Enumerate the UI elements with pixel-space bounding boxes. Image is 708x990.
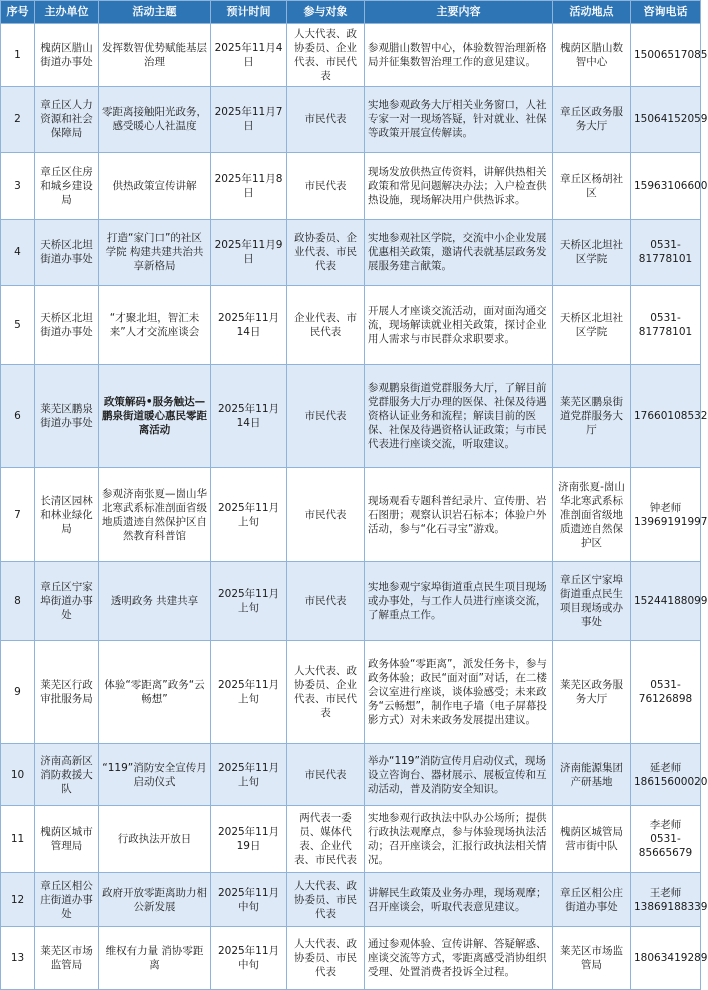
row-no: 6 <box>1 364 35 467</box>
row-content: 讲解民生政策及业务办理，现场观摩；召开座谈会，听取代表意见建议。 <box>365 872 553 926</box>
row-location: 济南张夏-崮山华北寒武系标准剖面省级地质遗迹自然保护区 <box>553 467 631 562</box>
table-row <box>1 467 701 562</box>
row-content: 开展人才座谈交流活动，面对面沟通交流，现场解读就业相关政策，探讨企业用人需求与市民群众求职要求。 <box>365 286 553 365</box>
header-phone: 咨询电话 <box>631 1 701 24</box>
row-time: 2025年11月4日 <box>211 24 287 87</box>
row-content: 现场发放供热宣传资料，讲解供热相关政策和常见问题解决办法；入户检查供热设施，现场解决用户供热诉求。 <box>365 153 553 220</box>
row-phone <box>631 562 708 641</box>
phone-number: 0531-85665679 <box>638 833 693 860</box>
phone-number: 0531-76126898 <box>638 678 693 705</box>
row-organizer: 莱芜区鹏泉街道办事处 <box>35 364 99 467</box>
table-row <box>1 743 701 806</box>
table-row <box>1 806 701 873</box>
row-no: 11 <box>1 806 35 873</box>
row-organizer: 天桥区北坦街道办事处 <box>35 286 99 365</box>
row-location: 天桥区北坦社区学院 <box>553 286 631 365</box>
table-row <box>1 24 701 87</box>
row-participants: 市民代表 <box>287 364 365 467</box>
row-organizer: 章丘区宁家埠街道办事处 <box>35 562 99 641</box>
row-theme: “119”消防安全宣传月启动仪式 <box>99 743 211 806</box>
table-row <box>1 219 701 286</box>
row-time: 2025年11月7日 <box>211 86 287 153</box>
row-no: 3 <box>1 153 35 220</box>
row-participants: 人大代表、政协委员、企业代表、市民代表 <box>287 641 365 744</box>
contact-name: 延老师 <box>649 761 682 774</box>
row-organizer: 章丘区住房和城乡建设局 <box>35 153 99 220</box>
row-phone <box>631 24 708 87</box>
row-participants: 两代表一委员、媒体代表、企业代表、市民代表 <box>287 806 365 873</box>
row-theme: 政府开放零距离助力相公新发展 <box>99 872 211 926</box>
row-participants: 人大代表、政协委员、市民代表 <box>287 872 365 926</box>
row-no: 13 <box>1 927 35 990</box>
row-location: 章丘区宁家埠街道重点民生项目现场或办事处 <box>553 562 631 641</box>
header-time: 预计时间 <box>211 1 287 24</box>
row-time: 2025年11月上旬 <box>211 467 287 562</box>
row-phone <box>631 927 708 990</box>
table-row <box>1 562 701 641</box>
row-time: 2025年11月19日 <box>211 806 287 873</box>
row-participants: 企业代表、市民代表 <box>287 286 365 365</box>
row-time: 2025年11月14日 <box>211 286 287 365</box>
row-theme: 政策解码•服务触达—鹏泉街道暖心惠民零距离活动 <box>99 364 211 467</box>
table-row <box>1 86 701 153</box>
row-time: 2025年11月中旬 <box>211 927 287 990</box>
row-content: 实地参观行政执法中队办公场所；提供行政执法观摩点，参与体验现场执法活动；召开座谈会，汇报行政执法相关情况。 <box>365 806 553 873</box>
phone-number: 15963106600 <box>634 179 708 192</box>
row-organizer: 济南高新区消防救援大队 <box>35 743 99 806</box>
contact-name: 王老师 <box>649 886 682 899</box>
row-location: 槐荫区城管局营市街中队 <box>553 806 631 873</box>
row-participants: 市民代表 <box>287 562 365 641</box>
header-theme: 活动主题 <box>99 1 211 24</box>
row-phone <box>631 364 708 467</box>
row-location: 章丘区杨胡社区 <box>553 153 631 220</box>
row-participants: 市民代表 <box>287 153 365 220</box>
row-organizer: 莱芜区市场监管局 <box>35 927 99 990</box>
row-no: 5 <box>1 286 35 365</box>
row-time: 2025年11月上旬 <box>211 562 287 641</box>
row-time: 2025年11月14日 <box>211 364 287 467</box>
row-location: 天桥区北坦社区学院 <box>553 219 631 286</box>
table-row <box>1 364 701 467</box>
contact-name: 李老师 <box>649 819 682 832</box>
phone-number: 15064152059 <box>634 113 708 126</box>
row-no: 1 <box>1 24 35 87</box>
phone-number: 15006517085 <box>634 48 708 61</box>
row-phone <box>631 872 708 926</box>
row-no: 12 <box>1 872 35 926</box>
row-phone <box>631 743 708 806</box>
row-time: 2025年11月中旬 <box>211 872 287 926</box>
row-no: 9 <box>1 641 35 744</box>
row-phone <box>631 86 708 153</box>
row-content: 举办“119”消防宣传月启动仪式，现场设立咨询台、器材展示、展板宣传和互动活动，普及消防安全知识。 <box>365 743 553 806</box>
phone-number: 13869188339 <box>634 900 708 913</box>
row-location: 莱芜区鹏泉街道党群服务大厅 <box>553 364 631 467</box>
table-row <box>1 641 701 744</box>
row-location: 济南能源集团产研基地 <box>553 743 631 806</box>
row-content: 政务体验“零距离”，派发任务卡，参与政务体验；政民“面对面”对话，在二楼会议室进行座谈，谈体验感受；未来政务“云畅想”，制作电子墙（电子屏幕投影方式）对未来政务发展提出建议。 <box>365 641 553 744</box>
row-phone <box>631 153 708 220</box>
header-no: 序号 <box>1 1 35 24</box>
phone-number: 15244188099 <box>634 595 708 608</box>
phone-number: 0531-81778101 <box>638 239 693 266</box>
row-content: 实地参观政务大厅相关业务窗口，人社专家一对一现场答疑，针对就业、社保等政策开展宣传解读。 <box>365 86 553 153</box>
row-theme: 打造“家门口”的社区学院 构建共建共治共享新格局 <box>99 219 211 286</box>
row-participants: 市民代表 <box>287 743 365 806</box>
row-time: 2025年11月上旬 <box>211 641 287 744</box>
row-no: 4 <box>1 219 35 286</box>
row-theme: 透明政务 共建共享 <box>99 562 211 641</box>
row-no: 7 <box>1 467 35 562</box>
row-participants: 政协委员、企业代表、市民代表 <box>287 219 365 286</box>
row-organizer: 长清区园林和林业绿化局 <box>35 467 99 562</box>
phone-number: 13969191997 <box>634 515 708 528</box>
row-location: 莱芜区政务服务大厅 <box>553 641 631 744</box>
table-row <box>1 872 701 926</box>
row-time: 2025年11月8日 <box>211 153 287 220</box>
row-no: 2 <box>1 86 35 153</box>
row-theme: 供热政策宣传讲解 <box>99 153 211 220</box>
header-organizer: 主办单位 <box>35 1 99 24</box>
row-participants: 市民代表 <box>287 467 365 562</box>
header-row <box>1 1 701 24</box>
phone-number: 17660108532 <box>634 409 708 422</box>
row-location: 章丘区政务服务大厅 <box>553 86 631 153</box>
row-theme: 零距离接触阳光政务，感受暖心人社温度 <box>99 86 211 153</box>
row-time: 2025年11月上旬 <box>211 743 287 806</box>
row-phone <box>631 467 708 562</box>
row-participants: 市民代表 <box>287 86 365 153</box>
row-no: 10 <box>1 743 35 806</box>
row-theme: 维权有力量 消协零距离 <box>99 927 211 990</box>
row-phone <box>631 641 701 744</box>
row-no: 8 <box>1 562 35 641</box>
row-phone <box>631 286 701 365</box>
row-participants: 人大代表、政协委员、企业代表、市民代表 <box>287 24 365 87</box>
row-content: 现场观看专题科普纪录片、宣传册、岩石图册；观察认识岩石标本；体验户外活动，参与“化石寻宝”游戏。 <box>365 467 553 562</box>
row-location: 莱芜区市场监管局 <box>553 927 631 990</box>
row-organizer: 天桥区北坦街道办事处 <box>35 219 99 286</box>
row-theme: 体验“零距离”政务“云畅想” <box>99 641 211 744</box>
table-row <box>1 286 701 365</box>
row-organizer: 章丘区人力资源和社会保障局 <box>35 86 99 153</box>
row-content: 参观腊山数智中心，体验数智治理新格局并征集数智治理工作的意见建议。 <box>365 24 553 87</box>
row-content: 实地参观宁家埠街道重点民生项目现场或办事处，与工作人员进行座谈交流，了解重点工作。 <box>365 562 553 641</box>
row-organizer: 槐荫区城市管理局 <box>35 806 99 873</box>
contact-name: 钟老师 <box>649 501 682 514</box>
row-location: 槐荫区腊山数智中心 <box>553 24 631 87</box>
header-location: 活动地点 <box>553 1 631 24</box>
row-participants: 人大代表、政协委员、市民代表 <box>287 927 365 990</box>
row-theme: 行政执法开放日 <box>99 806 211 873</box>
row-time: 2025年11月9日 <box>211 219 287 286</box>
row-content: 参观鹏泉街道党群服务大厅，了解目前党群服务大厅办理的医保、社保及待遇资格认证业务和流程；解读目前的医保、社保及待遇资格认证政策；与市民代表进行座谈交流，听取建议。 <box>365 364 553 467</box>
row-organizer: 章丘区相公庄街道办事处 <box>35 872 99 926</box>
row-location: 章丘区相公庄街道办事处 <box>553 872 631 926</box>
row-phone <box>631 219 701 286</box>
row-phone <box>631 806 701 873</box>
row-theme: 参观济南张夏—崮山华北寒武系标准剖面省级地质遗迹自然保护区自然教育科普馆 <box>99 467 211 562</box>
phone-number: 0531-81778101 <box>638 311 693 338</box>
row-theme: “才聚北坦，智汇未来”人才交流座谈会 <box>99 286 211 365</box>
phone-number: 18615600020 <box>634 775 708 788</box>
row-organizer: 槐荫区腊山街道办事处 <box>35 24 99 87</box>
row-theme: 发挥数智优势赋能基层治理 <box>99 24 211 87</box>
phone-number: 18063419289 <box>634 952 708 965</box>
table-row <box>1 153 701 220</box>
row-content: 实地参观社区学院，交流中小企业发展优惠相关政策，邀请代表就基层政务发展服务建言献策。 <box>365 219 553 286</box>
table-row <box>1 927 701 990</box>
header-content: 主要内容 <box>365 1 553 24</box>
row-content: 通过参观体验、宣传讲解、答疑解惑、座谈交流等方式，零距离感受消协组织受理、处置消费者投诉全过程。 <box>365 927 553 990</box>
row-organizer: 莱芜区行政审批服务局 <box>35 641 99 744</box>
header-participants: 参与对象 <box>287 1 365 24</box>
